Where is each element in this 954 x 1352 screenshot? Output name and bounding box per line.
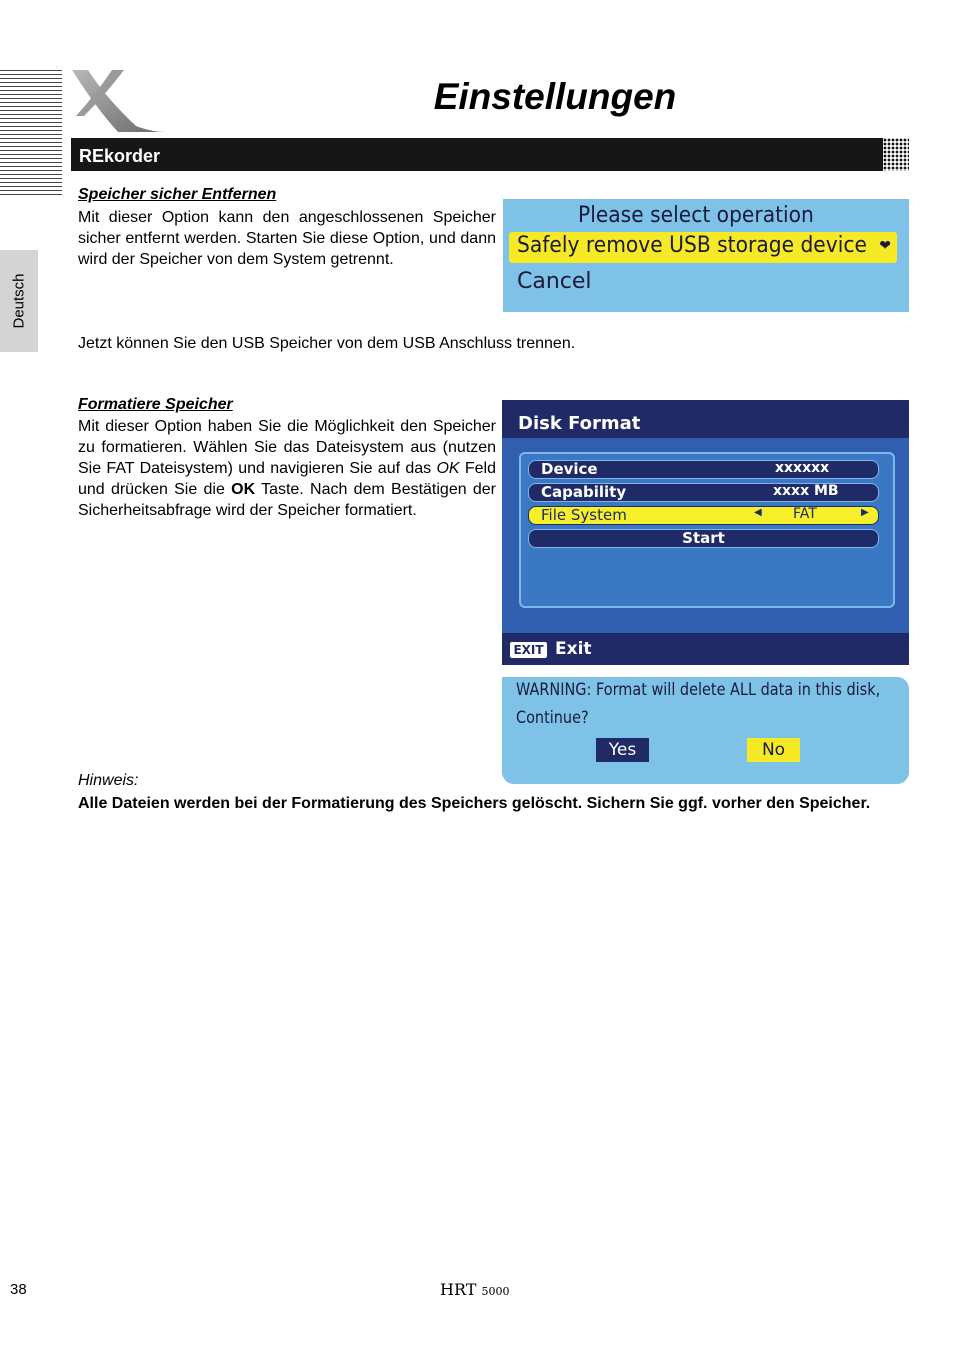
exit-key-icon: EXIT (510, 642, 547, 658)
format-body: Mit dieser Option haben Sie die Möglichkeit den Speicher zu formatieren. Wählen Sie das Dateisystem aus (nutzen Sie FAT Dateisystem) und navigieren Sie auf das OK Feld und drücken Sie die OK Taste. Nach dem Bestätigen der Sicherheitsabfrage wird der Speicher formatiert. (78, 418, 497, 519)
safe-remove-after: Jetzt können Sie den USB Speicher von dem USB Anschluss trennen. (78, 335, 576, 352)
note-label: Hinweis: (78, 772, 139, 789)
header-stripes (0, 70, 62, 195)
note-text: Alle Dateien werden bei der Formatierung des Speichers gelöscht. Sichern Sie ggf. vorher den Speicher. (78, 795, 871, 812)
row-start: Start (528, 529, 879, 548)
warning-yes: Yes (596, 738, 649, 762)
disk-format-header (502, 400, 909, 438)
footer-model: HRT 5000 (440, 1280, 510, 1299)
remove-dialog-selected-option (509, 232, 897, 263)
heart-icon: ❤ (879, 238, 891, 254)
section-bar (71, 138, 883, 171)
warning-line-1: WARNING: Format will delete ALL data in this disk, (516, 680, 881, 700)
disk-format-footer (502, 633, 909, 665)
row-file-system: File System ◀ FAT ▶ (528, 506, 879, 525)
safe-remove-heading: Speicher sicher Entfernen (78, 186, 277, 203)
remove-dialog-cancel: Cancel (517, 269, 592, 294)
safe-remove-body: Mit dieser Option kann den angeschlossenen Speicher sicher entfernt werden. Starten Sie diese Option, und dann wird der Speicher von dem System getrennt. (78, 209, 496, 268)
language-tab-label: Deutsch (10, 273, 28, 329)
disk-format-screenshot (502, 400, 909, 665)
row-capability: Capability xxxx MB (528, 483, 879, 502)
disk-format-title: Disk Format (518, 413, 641, 434)
warning-dialog-screenshot (502, 677, 909, 784)
disk-format-panel (519, 452, 895, 608)
language-tab (0, 250, 38, 352)
format-heading: Formatiere Speicher (78, 396, 233, 413)
remove-option-label: Safely remove USB storage device (517, 233, 867, 258)
exit-label: Exit (555, 639, 592, 659)
warning-line-2: Continue? (516, 708, 589, 728)
page-number: 38 (10, 1281, 27, 1298)
section-title: REkorder (79, 146, 161, 166)
right-arrow-icon: ▶ (861, 507, 869, 518)
x-logo-icon (66, 68, 168, 136)
section-dots (867, 138, 909, 171)
page-title: Einstellungen (433, 76, 677, 117)
warning-no: No (747, 738, 800, 762)
remove-dialog-screenshot (503, 199, 909, 312)
row-device: Device xxxxxx (528, 460, 879, 479)
remove-dialog-title: Please select operation (578, 203, 814, 228)
left-arrow-icon: ◀ (754, 507, 762, 518)
